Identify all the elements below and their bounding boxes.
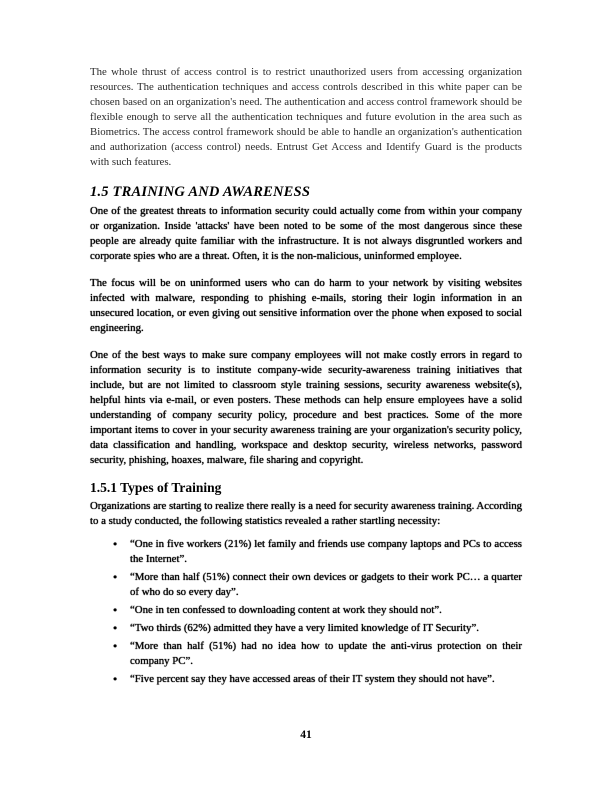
- intro-paragraph: The whole thrust of access control is to restrict unauthorized users from accessing organization resources. The authentication techniques and access controls described in this white paper can be chosen based on an organization's need. The authentication and access control framework should be flexible enough to serve all the authentication techniques and future evolution in the area such as Biometrics. The access control framework should be able to handle an organization's authentication and authorization (access control) needs. Entrust Get Access and Identify Guard is the products with such features.: [90, 66, 522, 168]
- subsection-intro-paragraph: Organizations are starting to realize there really is a need for security awareness training. According to a study conducted, the following statistics revealed a rather startling necessity:: [90, 500, 522, 527]
- statistics-bullet-list: [90, 537, 522, 687]
- list-item: • “One in five workers (21%) let family and friends use company laptops and PCs to access the Internet”.: [130, 537, 522, 567]
- section-heading-training-and-awareness: 1.5 TRAINING AND AWARENESS: [90, 184, 311, 200]
- section-paragraph-2: The focus will be on uninformed users who can do harm to your network by visiting websites infected with malware, responding to phishing e-mails, storing their login information in an unsecured location, or even giving out sensitive information over the phone when exposed to social engineering.: [90, 277, 522, 334]
- list-item: • “Two thirds (62%) admitted they have a very limited knowledge of IT Security”.: [130, 621, 522, 636]
- list-item: • “Five percent say they have accessed areas of their IT system they should not have”.: [130, 672, 522, 687]
- section-paragraph-1: One of the greatest threats to information security could actually come from within your company or organization. Inside 'attacks' have been noted to be some of the most dangerous since these people are already quite familiar with the infrastructure. It is not always disgruntled workers and corporate spies who are a threat. Often, it is the non-malicious, uninformed employee.: [90, 205, 522, 262]
- list-item: • “One in ten confessed to downloading content at work they should not”.: [130, 603, 522, 618]
- list-item: • “More than half (51%) had no idea how to update the anti-virus protection on their company PC”.: [130, 639, 522, 669]
- section-paragraph-3: One of the best ways to make sure company employees will not make costly errors in regard to information security is to institute company-wide security-awareness training initiatives that include, but are not limited to classroom style training sessions, security awareness website(s), helpful hints via e-mail, or even posters. These methods can help ensure employees have a solid understanding of company security policy, procedure and best practices. Some of the more important items to cover in your security awareness training are your organization's security policy, data classification and handling, workspace and desktop security, wireless networks, password security, phishing, hoaxes, malware, file sharing and copyright.: [90, 349, 522, 466]
- list-item: • “More than half (51%) connect their own devices or gadgets to their work PC… a quarter of who do so every day”.: [130, 570, 522, 600]
- subsection-heading-types-of-training: 1.5.1 Types of Training: [90, 480, 222, 495]
- page-number: 41: [300, 729, 312, 741]
